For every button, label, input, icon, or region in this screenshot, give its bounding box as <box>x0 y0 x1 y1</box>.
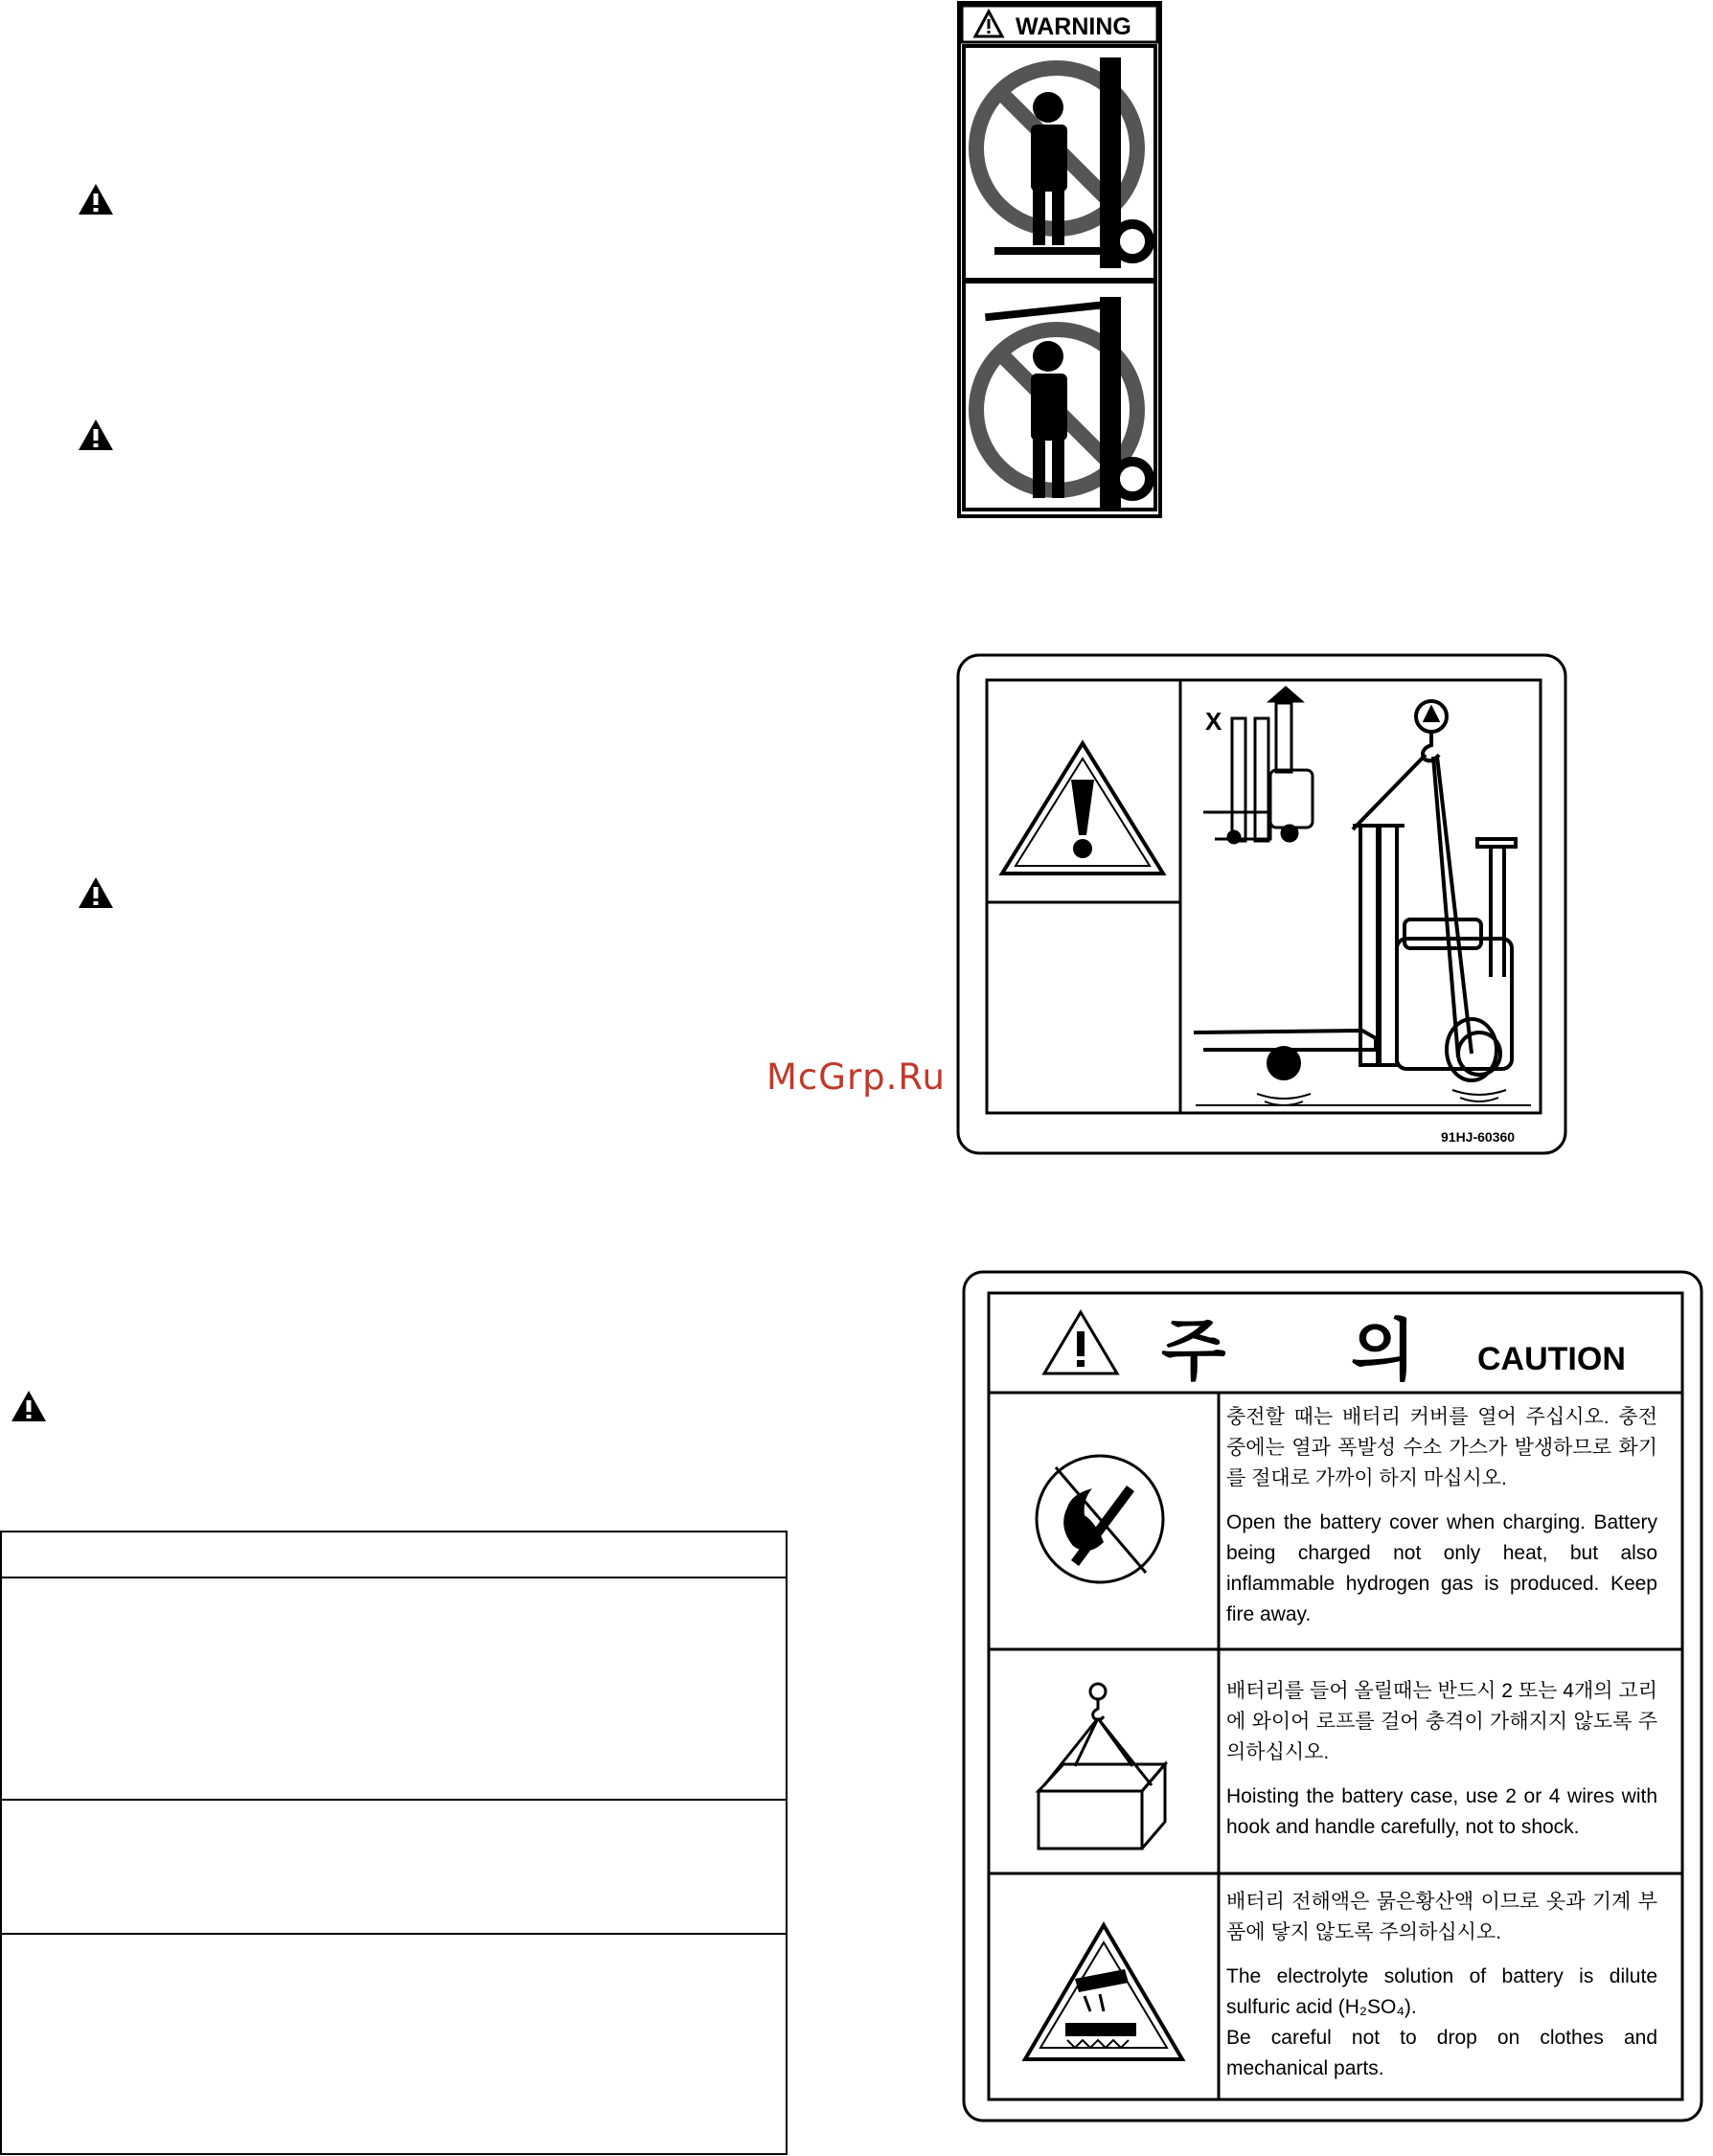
no-fire-icon <box>1037 1456 1163 1582</box>
caution-row-1-text <box>1226 1402 1657 1642</box>
warning-decal-no-riding <box>956 0 1163 519</box>
empty-table <box>0 1531 788 2155</box>
table-divider <box>2 1577 786 1578</box>
table-divider <box>2 1799 786 1801</box>
caution-heading-kr-2: 의 <box>1351 1313 1416 1388</box>
warning-title: WARNING <box>1016 13 1131 40</box>
lifting-decal <box>954 651 1569 1157</box>
warning-triangle-icon <box>10 1389 48 1423</box>
caution-row-3-text <box>1226 1887 1657 2098</box>
warning-triangle-icon <box>77 418 115 452</box>
caution-row-2-english: Hoisting the battery case, use 2 or 4 wires with hook and handle carefully, not to shock. <box>1226 1785 1657 1838</box>
caution-row-1-korean: 충전할 때는 배터리 커버를 열어 주십시오. 충전 중에는 열과 폭발성 수소 가스가 발생하므로 화기를 절대로 가까이 하지 마십시오. <box>1226 1406 1657 1489</box>
warning-triangle-icon <box>77 182 115 216</box>
watermark-text: McGrp.Ru <box>766 1056 946 1098</box>
caution-row-2-korean: 배터리를 들어 올릴때는 반드시 2 또는 4개의 고리에 와이어 로프를 걸어 충격이 가해지지 않도록 주의하십시오. <box>1226 1680 1657 1763</box>
prohibited-mark: X <box>1205 707 1222 736</box>
table-divider <box>2 1933 786 1935</box>
caution-row-3-english-2: Be careful not to drop on clothes and mechanical parts. <box>1226 2027 1657 2079</box>
warning-triangle-icon <box>77 875 115 910</box>
caution-heading-kr-1: 주 <box>1161 1313 1226 1388</box>
caution-row-1-english: Open the battery cover when charging. Battery being charged not only heat, but also inflammable hydrogen gas is produced. Keep fire away. <box>1226 1511 1657 1625</box>
caution-heading-en: CAUTION <box>1477 1341 1626 1377</box>
caution-row-2-text <box>1226 1676 1657 1877</box>
caution-row-3-english-1: The electrolyte solution of battery is dilute sulfuric acid (H₂SO₄). <box>1226 1965 1657 2018</box>
part-number: 91HJ-60360 <box>1441 1129 1516 1145</box>
caution-row-3-korean: 배터리 전해액은 묽은황산액 이므로 옷과 기계 부품에 닿지 않도록 주의하십시오. <box>1226 1891 1657 1943</box>
